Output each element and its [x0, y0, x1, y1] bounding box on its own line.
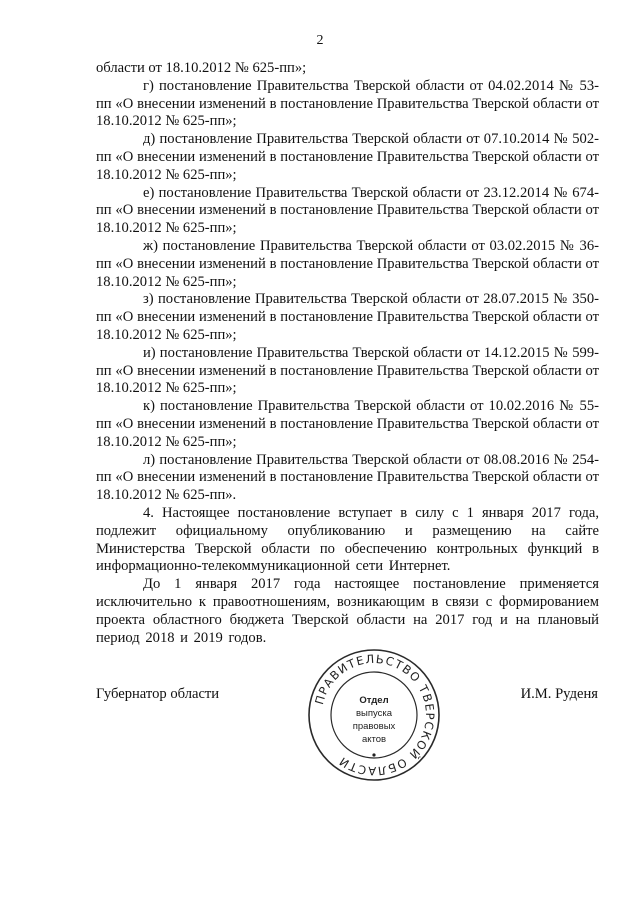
- paragraph: з) постановление Правительства Тверской области от 28.07.2015 № 350-пп «О внесении изменений в постановление Правительства Тверской области от 18.10.2012 № 625-пп»;: [96, 291, 599, 343]
- paragraph: д) постановление Правительства Тверской области от 07.10.2014 № 502-пп «О внесении изменений в постановление Правительства Тверской области от 18.10.2012 № 625-пп»;: [96, 131, 599, 183]
- paragraph: 4. Настоящее постановление вступает в силу с 1 января 2017 года, подлежит официальному опубликованию и размещению на сайте Министерства Тверской области по обеспечению контрольных функций в информационно-телекоммуникационной сети Интернет.: [96, 504, 599, 575]
- stamp-center-line: актов: [361, 734, 387, 745]
- stamp-ring-text: ПРАВИТЕЛЬСТВО ТВЕРСКОЙ ОБЛАСТИ: [312, 651, 438, 779]
- document-body: [96, 60, 599, 647]
- stamp-center-line: выпуска: [355, 708, 393, 719]
- stamp-center-line: правовых: [352, 721, 396, 732]
- paragraph: г) постановление Правительства Тверской области от 04.02.2014 № 53-пп «О внесении изменений в постановление Правительства Тверской области от 18.10.2012 № 625-пп»;: [96, 77, 599, 130]
- paragraph: области от 18.10.2012 № 625-пп»;: [96, 60, 307, 76]
- department-stamp: [306, 647, 442, 783]
- paragraph: ж) постановление Правительства Тверской области от 03.02.2015 № 36-пп «О внесении изменений в постановление Правительства Тверской области от 18.10.2012 № 625-пп»;: [96, 237, 599, 290]
- stamp-center-line: Отдел: [359, 695, 389, 706]
- paragraph: До 1 января 2017 года настоящее постановление применяется исключительно к правоотношениям, возникающим в связи с формированием проекта областного бюджета Тверской области на 2017 год и на плановый период 2018 и 2019 годов.: [96, 576, 599, 646]
- paragraph: к) постановление Правительства Тверской области от 10.02.2016 № 55-пп «О внесении изменений в постановление Правительства Тверской области от 18.10.2012 № 625-пп»;: [96, 398, 599, 450]
- paragraph: и) постановление Правительства Тверской области от 14.12.2015 № 599-пп «О внесении изменений в постановление Правительства Тверской области от 18.10.2012 № 625-пп»;: [96, 344, 599, 397]
- paragraph: е) постановление Правительства Тверской области от 23.12.2014 № 674-пп «О внесении изменений в постановление Правительства Тверской области от 18.10.2012 № 625-пп»;: [96, 184, 599, 237]
- paragraph: л) постановление Правительства Тверской области от 08.08.2016 № 254-пп «О внесении изменений в постановление Правительства Тверской области от 18.10.2012 № 625-пп».: [96, 451, 599, 504]
- signatory-name: И.М. Руденя: [520, 686, 598, 702]
- page-number: 2: [316, 33, 324, 48]
- signatory-position: Губернатор области: [96, 686, 220, 702]
